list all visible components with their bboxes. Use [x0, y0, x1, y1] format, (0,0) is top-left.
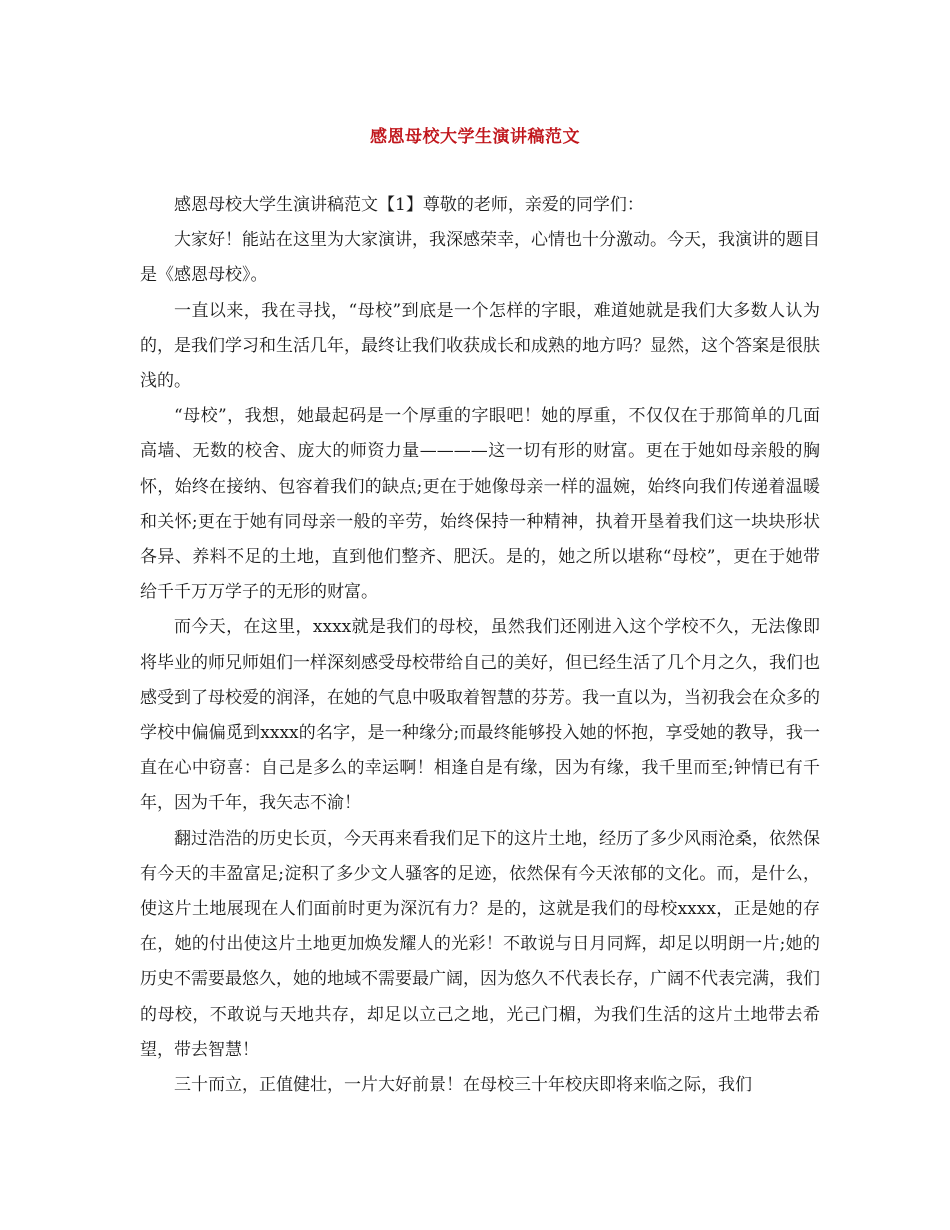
paragraph: 三十而立，正值健壮，一片大好前景！在母校三十年校庆即将来临之际，我们	[174, 1075, 752, 1096]
paragraph: “母校”，我想，她最起码是一个厚重的字眼吧！她的厚重，不仅仅在于那简单的几面高墙、无数的校舍、庞大的师资力量————这一切有形的财富。更在于她如母亲般的胸怀，始终在接纳、包容着我们的缺点;更在于她像母亲一样的温婉，始终向我们传递着温暖和关怀;更在于她有同母亲一般的辛劳，始终保持一种精神，执着开垦着我们这一块块形状各异、养料不足的土地，直到他们整齐、肥沃。是的，她之所以堪称“母校”，更在于她带给千千万万学子的无形的财富。	[140, 406, 820, 603]
paragraph: 翻过浩浩的历史长页，今天再来看我们足下的这片土地，经历了多少风雨沧桑，依然保有今天的丰盈富足;淀积了多少文人骚客的足迹，依然保有今天浓郁的文化。而，是什么，使这片土地展现在人们面前时更为深沉有力？是的，这就是我们的母校xxxx，正是她的存在，她的付出使这片土地更加焕发耀人的光彩！不敢说与日月同辉，却足以明朗一片;她的历史不需要最悠久，她的地域不需要最广阔，因为悠久不代表长存，广阔不代表完满，我们的母校，不敢说与天地共存，却足以立己之地，光己门楣，为我们生活的这片土地带去希望，带去智慧！	[140, 828, 820, 1060]
document-title: 感恩母校大学生演讲稿范文	[370, 127, 580, 147]
document-body	[140, 188, 820, 1103]
paragraph: 一直以来，我在寻找，“母校”到底是一个怎样的字眼，难道她就是我们大多数人认为的，是我们学习和生活几年，最终让我们收获成长和成熟的地方吗？显然，这个答案是很肤浅的。	[140, 300, 820, 392]
paragraph: 而今天，在这里，xxxx就是我们的母校，虽然我们还刚进入这个学校不久，无法像即将毕业的师兄师姐们一样深刻感受母校带给自己的美好，但已经生活了几个月之久，我们也感受到了母校爱的润泽，在她的气息中吸取着智慧的芬芳。我一直以为，当初我会在众多的学校中偏偏觅到xxxx的名字，是一种缘分;而最终能够投入她的怀抱，享受她的教导，我一直在心中窃喜：自己是多么的幸运啊！相逢自是有缘，因为有缘，我千里而至;钟情已有千年，因为千年，我矢志不渝！	[140, 617, 820, 814]
paragraph: 大家好！能站在这里为大家演讲，我深感荣幸，心情也十分激动。今天，我演讲的题目是《感恩母校》。	[140, 230, 820, 286]
paragraph: 感恩母校大学生演讲稿范文【1】尊敬的老师，亲爱的同学们：	[174, 195, 644, 215]
